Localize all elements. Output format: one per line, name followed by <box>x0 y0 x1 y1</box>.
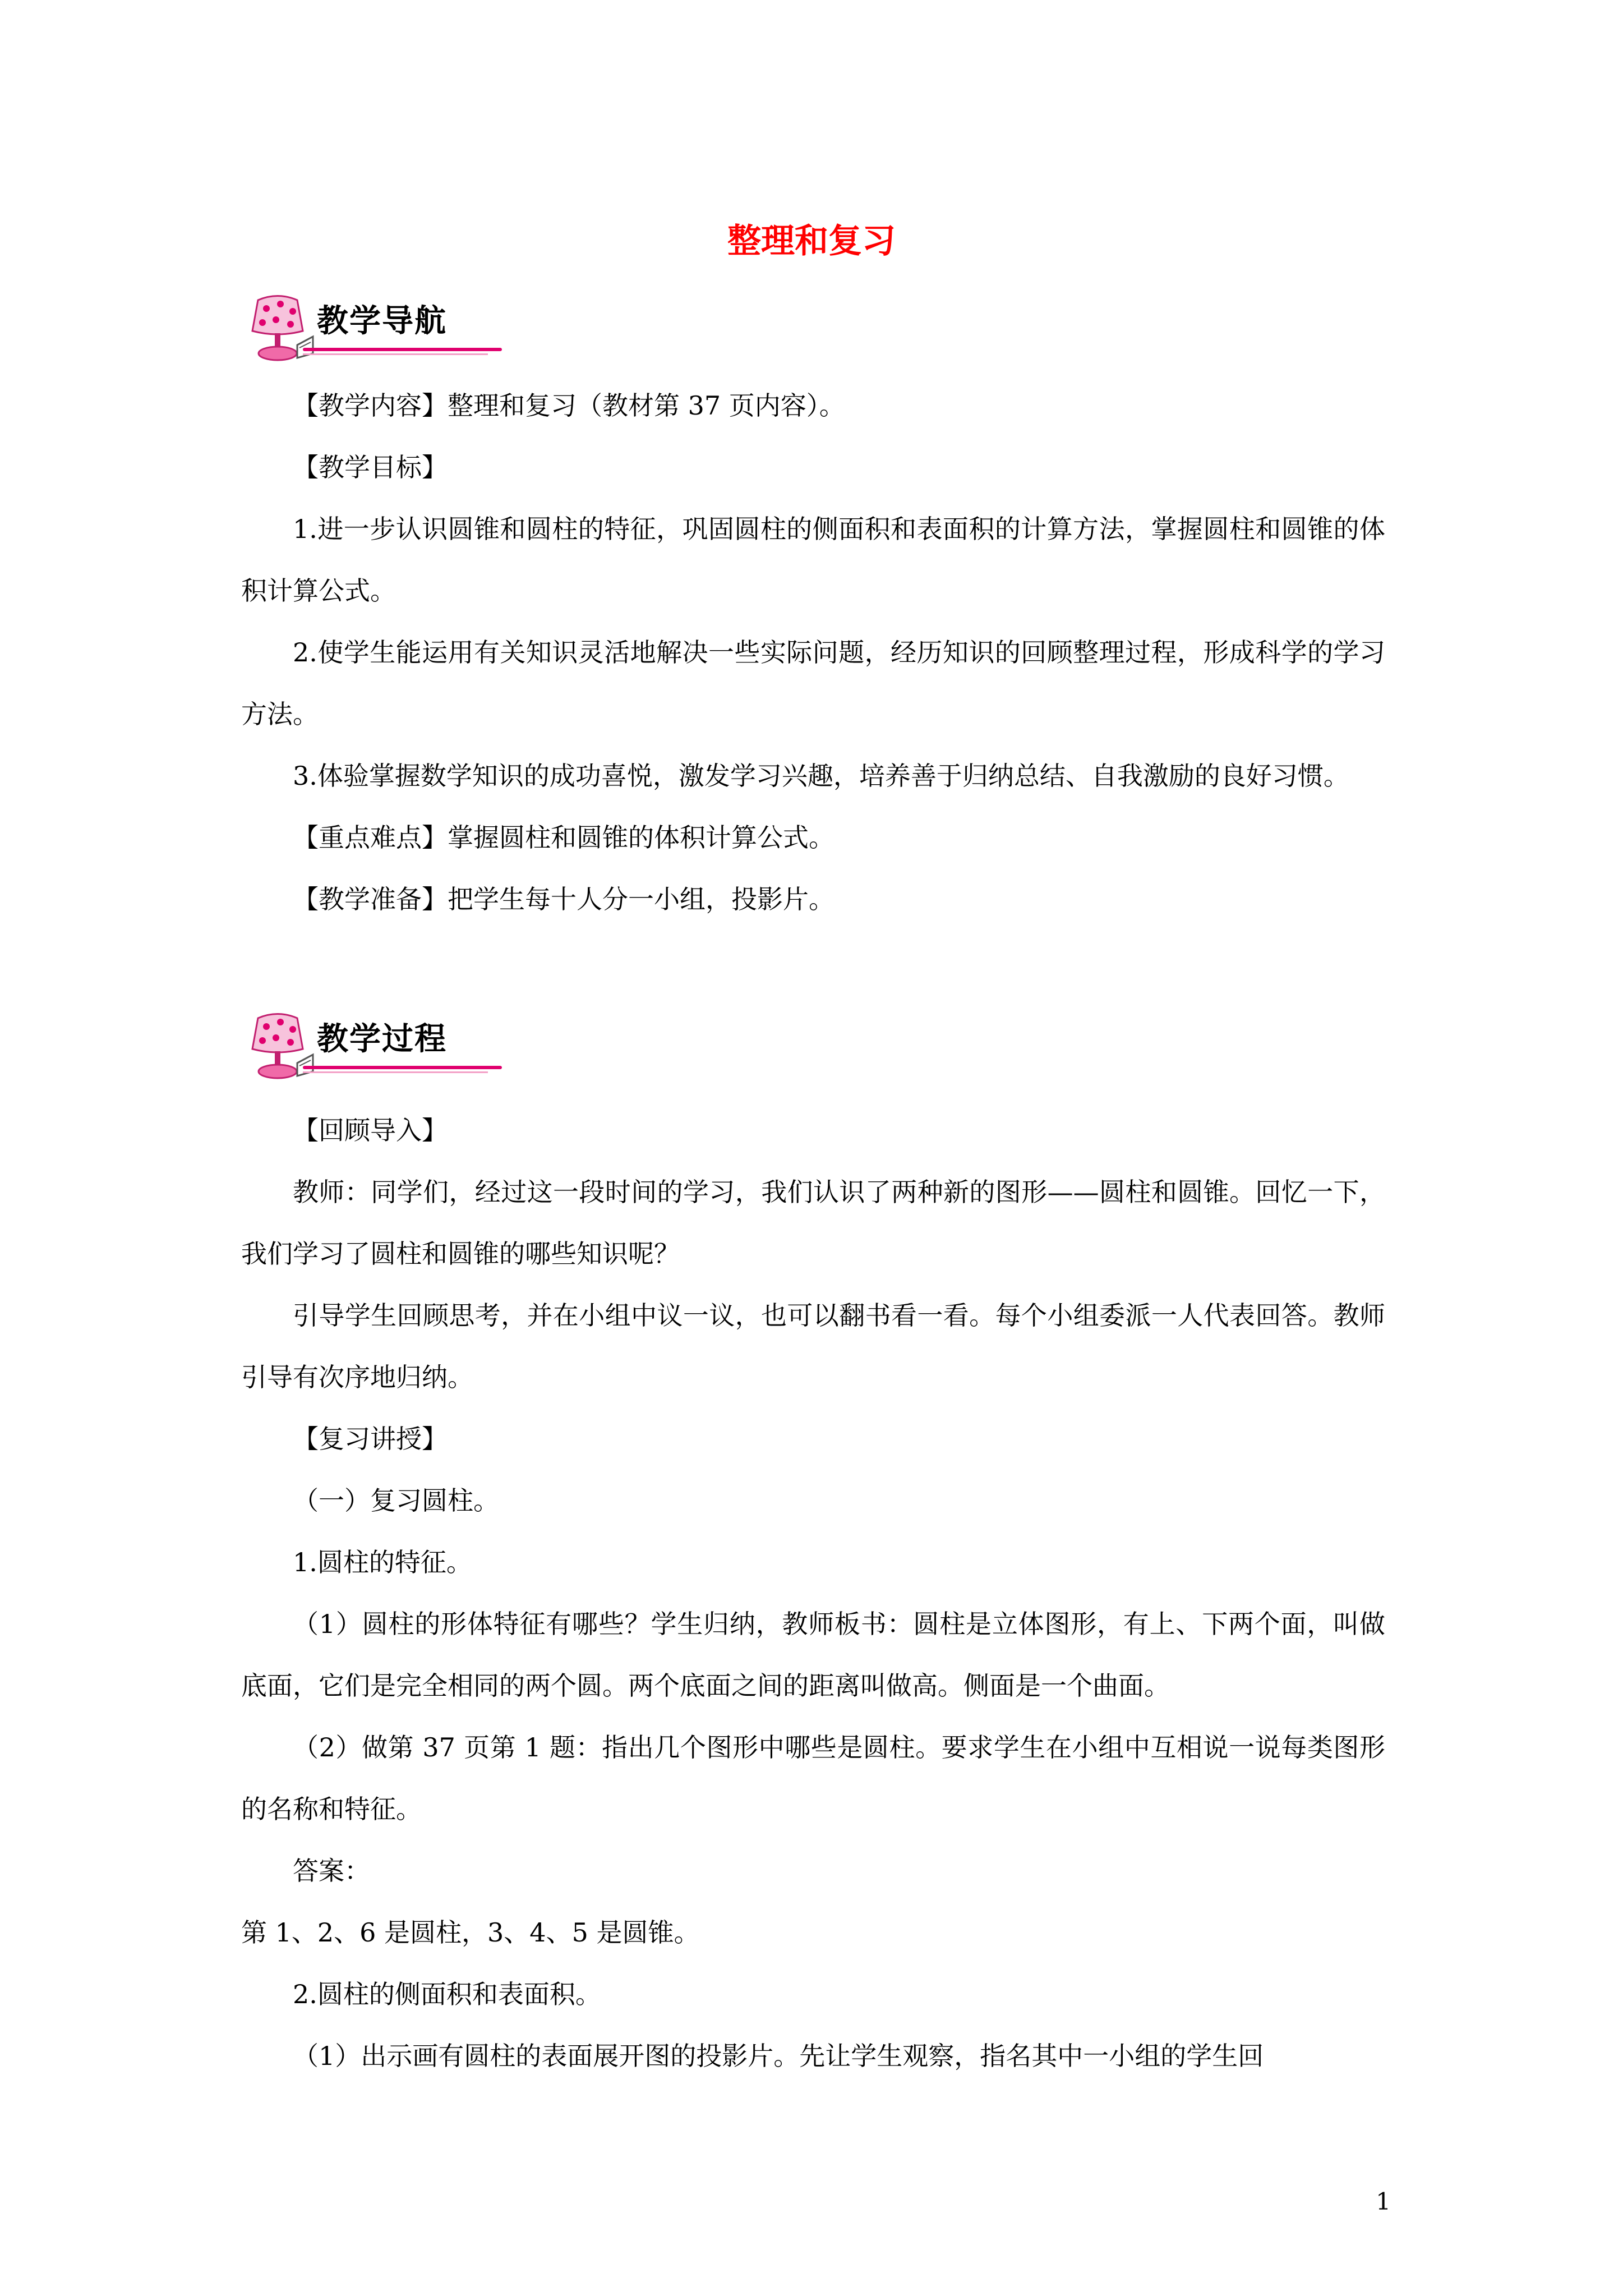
paragraph: 2.圆柱的侧面积和表面积。 <box>293 1979 601 2009</box>
banner-underline-light <box>303 1071 488 1073</box>
paragraph: 教师：同学们，经过这一段时间的学习，我们认识了两种新的图形——圆柱和圆锥。回忆一下，我们学习了圆柱和圆锥的哪些知识呢？ <box>241 1177 1385 1269</box>
paragraph: 答案： <box>293 1856 370 1886</box>
paragraph: 【教学目标】 <box>293 452 448 482</box>
paragraph: 【复习讲授】 <box>293 1424 448 1454</box>
paragraph: 2.使学生能运用有关知识灵活地解决一些实际问题，经历知识的回顾整理过程，形成科学的学习方法。 <box>241 637 1385 729</box>
banner-underline <box>303 348 502 351</box>
paragraph: （2）做第 37 页第 1 题：指出几个图形中哪些是圆柱。要求学生在小组中互相说一说每类图形的名称和特征。 <box>241 1732 1385 1824</box>
paragraph: 【回顾导入】 <box>293 1115 448 1145</box>
paragraph: 引导学生回顾思考，并在小组中议一议，也可以翻书看一看。每个小组委派一人代表回答。教师引导有次序地归纳。 <box>241 1300 1385 1392</box>
banner-underline <box>303 1066 502 1069</box>
paragraph: （1）圆柱的形体特征有哪些？学生归纳，教师板书：圆柱是立体图形，有上、下两个面，叫做底面，它们是完全相同的两个圆。两个底面之间的距离叫做高。侧面是一个曲面。 <box>241 1609 1385 1701</box>
paragraph: （1）出示画有圆柱的表面展开图的投影片。先让学生观察，指名其中一小组的学生回 <box>293 2041 1264 2071</box>
section-nav-content <box>241 375 1385 930</box>
paragraph: 【教学准备】把学生每十人分一小组，投影片。 <box>293 884 834 914</box>
paragraph: 第 1、2、6 是圆柱，3、4、5 是圆锥。 <box>241 1917 700 1948</box>
paragraph: 【教学内容】整理和复习（教材第 37 页内容）。 <box>293 390 845 421</box>
page-number: 1 <box>1376 2188 1391 2215</box>
banner-underline-light <box>303 353 488 355</box>
section-process-content <box>241 1099 1385 2087</box>
paragraph: 1.进一步认识圆锥和圆柱的特征，巩固圆柱的侧面积和表面积的计算方法，掌握圆柱和圆锥的体积计算公式。 <box>241 514 1385 606</box>
page-title: 整理和复习 <box>727 222 896 261</box>
paragraph: （一）复习圆柱。 <box>293 1485 499 1516</box>
banner-title-nav: 教学导航 <box>317 303 447 339</box>
paragraph: 【重点难点】掌握圆柱和圆锥的体积计算公式。 <box>293 822 834 853</box>
paragraph: 3.体验掌握数学知识的成功喜悦，激发学习兴趣，培养善于归纳总结、自我激励的良好习惯。 <box>293 761 1349 791</box>
paragraph: 1.圆柱的特征。 <box>293 1547 472 1577</box>
banner-title-process: 教学过程 <box>317 1021 447 1057</box>
section-banner-process <box>241 1010 499 1083</box>
section-banner-nav <box>241 292 499 365</box>
